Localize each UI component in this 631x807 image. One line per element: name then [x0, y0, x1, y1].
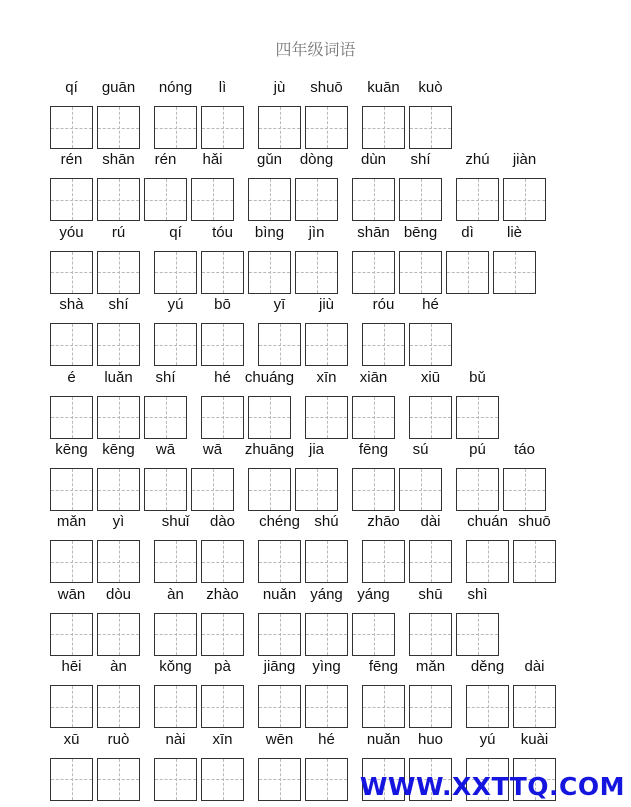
writing-box[interactable] — [258, 685, 301, 728]
word-row — [0, 441, 631, 513]
pinyin-label: dòu — [105, 585, 132, 603]
pinyin-label: bō — [214, 296, 231, 314]
writing-box[interactable] — [201, 613, 244, 656]
pinyin-label: dòng — [299, 151, 334, 169]
writing-box[interactable] — [191, 178, 234, 221]
writing-box[interactable] — [50, 468, 93, 511]
writing-box[interactable] — [258, 540, 301, 583]
pinyin-label: pà — [214, 658, 231, 676]
pinyin-label: liè — [506, 223, 522, 241]
writing-box[interactable] — [446, 251, 489, 294]
writing-box[interactable] — [362, 540, 405, 583]
pinyin-label: mǎn — [415, 658, 446, 676]
pinyin-label: shà — [59, 296, 84, 314]
pinyin-label: kuò — [418, 79, 443, 96]
writing-box[interactable] — [409, 613, 452, 656]
pinyin-label: yáng — [357, 585, 390, 603]
pinyin-label: jìn — [308, 223, 325, 241]
pinyin-label: shuō — [310, 79, 343, 96]
pinyin-label: jiāng — [263, 658, 296, 676]
pinyin-label: chuán — [467, 513, 508, 531]
pinyin-label: shuǐ — [161, 513, 190, 531]
writing-box[interactable] — [305, 106, 348, 149]
pinyin-label: shú — [314, 513, 339, 531]
pinyin-label: àn — [167, 585, 184, 603]
writing-box[interactable] — [258, 106, 301, 149]
pinyin-label: hǎi — [202, 151, 223, 169]
writing-box[interactable] — [97, 106, 140, 149]
writing-box[interactable] — [305, 323, 348, 366]
writing-box[interactable] — [503, 178, 546, 221]
writing-box[interactable] — [144, 468, 187, 511]
pinyin-label: chéng — [259, 513, 300, 531]
pinyin-label: kuài — [520, 730, 549, 748]
writing-box[interactable] — [409, 106, 452, 149]
writing-box[interactable] — [456, 613, 499, 656]
pinyin-label: wēn — [265, 730, 294, 748]
writing-box[interactable] — [399, 251, 442, 294]
pinyin-label: shí — [108, 296, 129, 314]
pinyin-label: nuǎn — [262, 585, 297, 603]
writing-box[interactable] — [409, 685, 452, 728]
word-row — [0, 586, 631, 658]
writing-box[interactable] — [97, 468, 140, 511]
word-row — [0, 369, 631, 441]
writing-box[interactable] — [352, 468, 395, 511]
pinyin-label: bǔ — [469, 368, 486, 386]
writing-box[interactable] — [97, 396, 140, 439]
writing-box[interactable] — [154, 613, 197, 656]
writing-box[interactable] — [201, 685, 244, 728]
pinyin-label: jia — [308, 441, 324, 458]
pinyin-label: jiù — [318, 296, 334, 314]
word-row — [0, 513, 631, 585]
word-row — [0, 79, 631, 151]
writing-box[interactable] — [305, 758, 348, 801]
pinyin-label: yìng — [312, 658, 341, 676]
writing-box[interactable] — [50, 178, 93, 221]
writing-box[interactable] — [305, 396, 348, 439]
pinyin-label: huo — [417, 730, 444, 748]
pinyin-label: shān — [102, 151, 135, 169]
writing-box[interactable] — [97, 758, 140, 801]
writing-box[interactable] — [154, 106, 197, 149]
pinyin-label: xiū — [420, 368, 441, 386]
writing-box[interactable] — [50, 540, 93, 583]
pinyin-label: shān — [357, 223, 390, 241]
pinyin-label: àn — [110, 658, 127, 676]
writing-box[interactable] — [201, 396, 244, 439]
writing-box[interactable] — [409, 540, 452, 583]
pinyin-label: shí — [410, 151, 431, 169]
writing-box[interactable] — [154, 540, 197, 583]
writing-box[interactable] — [409, 323, 452, 366]
writing-box[interactable] — [201, 758, 244, 801]
pinyin-label: ruò — [107, 730, 130, 748]
pinyin-label: kēng — [55, 441, 88, 458]
pinyin-label: nóng — [158, 79, 193, 96]
pinyin-label: dài — [420, 513, 441, 531]
writing-box[interactable] — [295, 178, 338, 221]
pinyin-label: chuáng — [244, 368, 295, 386]
pinyin-label: táo — [514, 441, 535, 458]
writing-box[interactable] — [50, 251, 93, 294]
writing-box[interactable] — [50, 323, 93, 366]
pinyin-label: kuān — [367, 79, 400, 96]
pinyin-label: xū — [63, 730, 80, 748]
pinyin-label: hēi — [61, 658, 82, 676]
writing-box[interactable] — [201, 540, 244, 583]
pinyin-label: mǎn — [56, 513, 87, 531]
pinyin-label: qí — [65, 79, 78, 96]
pinyin-label: kǒng — [159, 658, 192, 676]
pinyin-label: shuō — [518, 513, 551, 531]
pinyin-label: hé — [318, 730, 335, 748]
writing-box[interactable] — [50, 396, 93, 439]
word-row — [0, 658, 631, 730]
pinyin-label: xīn — [316, 368, 337, 386]
writing-box[interactable] — [456, 178, 499, 221]
pinyin-label: nuǎn — [366, 730, 401, 748]
pinyin-label: wā — [202, 441, 223, 458]
writing-box[interactable] — [466, 540, 509, 583]
writing-box[interactable] — [97, 685, 140, 728]
pinyin-label: é — [67, 368, 76, 386]
pinyin-label: bēng — [403, 223, 438, 241]
pinyin-label: gǔn — [256, 151, 283, 169]
pinyin-label: pú — [469, 441, 486, 458]
pinyin-label: róu — [372, 296, 395, 314]
writing-box[interactable] — [191, 468, 234, 511]
page-title: 四年级词语 — [275, 40, 356, 59]
writing-box[interactable] — [352, 613, 395, 656]
writing-box[interactable] — [513, 540, 556, 583]
writing-box[interactable] — [97, 323, 140, 366]
pinyin-label: shū — [418, 585, 443, 603]
writing-box[interactable] — [399, 178, 442, 221]
writing-box[interactable] — [201, 106, 244, 149]
pinyin-label: lì — [218, 79, 227, 96]
pinyin-label: zhú — [465, 151, 490, 169]
pinyin-label: děng — [470, 658, 505, 676]
writing-box[interactable] — [362, 685, 405, 728]
writing-box[interactable] — [50, 613, 93, 656]
writing-box[interactable] — [493, 251, 536, 294]
writing-box[interactable] — [248, 178, 291, 221]
site-watermark: WWW.XXTTQ.COM — [359, 772, 625, 801]
writing-box[interactable] — [305, 685, 348, 728]
writing-box[interactable] — [295, 251, 338, 294]
pinyin-label: dì — [461, 223, 474, 241]
pinyin-label: nài — [165, 730, 186, 748]
pinyin-label: hé — [214, 368, 231, 386]
writing-box[interactable] — [50, 106, 93, 149]
writing-box[interactable] — [154, 251, 197, 294]
pinyin-label: yáng — [310, 585, 343, 603]
pinyin-label: kēng — [102, 441, 135, 458]
writing-box[interactable] — [352, 251, 395, 294]
writing-box[interactable] — [362, 323, 405, 366]
writing-box[interactable] — [97, 613, 140, 656]
writing-box[interactable] — [305, 540, 348, 583]
writing-box[interactable] — [456, 396, 499, 439]
pinyin-label: jiàn — [512, 151, 537, 169]
writing-box[interactable] — [97, 540, 140, 583]
writing-box[interactable] — [456, 468, 499, 511]
pinyin-label: yóu — [59, 223, 84, 241]
pinyin-label: dài — [524, 658, 545, 676]
pinyin-label: guān — [101, 79, 136, 96]
pinyin-label: yì — [112, 513, 125, 531]
pinyin-label: bìng — [254, 223, 285, 241]
pinyin-label: tóu — [212, 223, 233, 241]
pinyin-label: fēng — [358, 441, 389, 458]
pinyin-label: luǎn — [104, 368, 133, 386]
writing-box[interactable] — [513, 685, 556, 728]
word-row — [0, 296, 631, 368]
writing-box[interactable] — [248, 396, 291, 439]
pinyin-label: shì — [467, 585, 488, 603]
writing-box[interactable] — [399, 468, 442, 511]
word-row — [0, 151, 631, 223]
writing-box[interactable] — [154, 758, 197, 801]
writing-box[interactable] — [466, 685, 509, 728]
writing-box[interactable] — [97, 178, 140, 221]
writing-box[interactable] — [248, 468, 291, 511]
writing-box[interactable] — [201, 251, 244, 294]
pinyin-label: zhuāng — [244, 441, 295, 458]
writing-box[interactable] — [295, 468, 338, 511]
writing-box[interactable] — [503, 468, 546, 511]
writing-box[interactable] — [154, 323, 197, 366]
pinyin-label: yī — [273, 296, 286, 314]
writing-box[interactable] — [362, 106, 405, 149]
pinyin-label: yú — [479, 730, 496, 748]
pinyin-label: wān — [57, 585, 86, 603]
writing-box[interactable] — [50, 758, 93, 801]
writing-box[interactable] — [144, 396, 187, 439]
writing-box[interactable] — [201, 323, 244, 366]
writing-box[interactable] — [50, 685, 93, 728]
writing-box[interactable] — [248, 251, 291, 294]
writing-box[interactable] — [144, 178, 187, 221]
pinyin-label: jù — [273, 79, 286, 96]
word-row — [0, 224, 631, 296]
pinyin-label: dùn — [360, 151, 387, 169]
writing-box[interactable] — [305, 613, 348, 656]
pinyin-label: xīn — [212, 730, 233, 748]
writing-box[interactable] — [409, 396, 452, 439]
pinyin-label: sú — [412, 441, 429, 458]
pinyin-label: dào — [209, 513, 236, 531]
pinyin-label: qí — [169, 223, 182, 241]
writing-box[interactable] — [97, 251, 140, 294]
pinyin-label: zhào — [206, 585, 239, 603]
writing-box[interactable] — [258, 613, 301, 656]
pinyin-label: shí — [155, 368, 176, 386]
pinyin-label: yú — [167, 296, 184, 314]
writing-box[interactable] — [258, 323, 301, 366]
pinyin-label: wā — [155, 441, 176, 458]
writing-box[interactable] — [352, 178, 395, 221]
pinyin-label: hé — [422, 296, 439, 314]
pinyin-label: rén — [154, 151, 177, 169]
writing-box[interactable] — [154, 685, 197, 728]
writing-box[interactable] — [352, 396, 395, 439]
writing-box[interactable] — [258, 758, 301, 801]
pinyin-label: rú — [111, 223, 126, 241]
pinyin-label: rén — [60, 151, 83, 169]
pinyin-label: zhāo — [367, 513, 400, 531]
pinyin-label: xiān — [359, 368, 388, 386]
pinyin-label: fēng — [368, 658, 399, 676]
